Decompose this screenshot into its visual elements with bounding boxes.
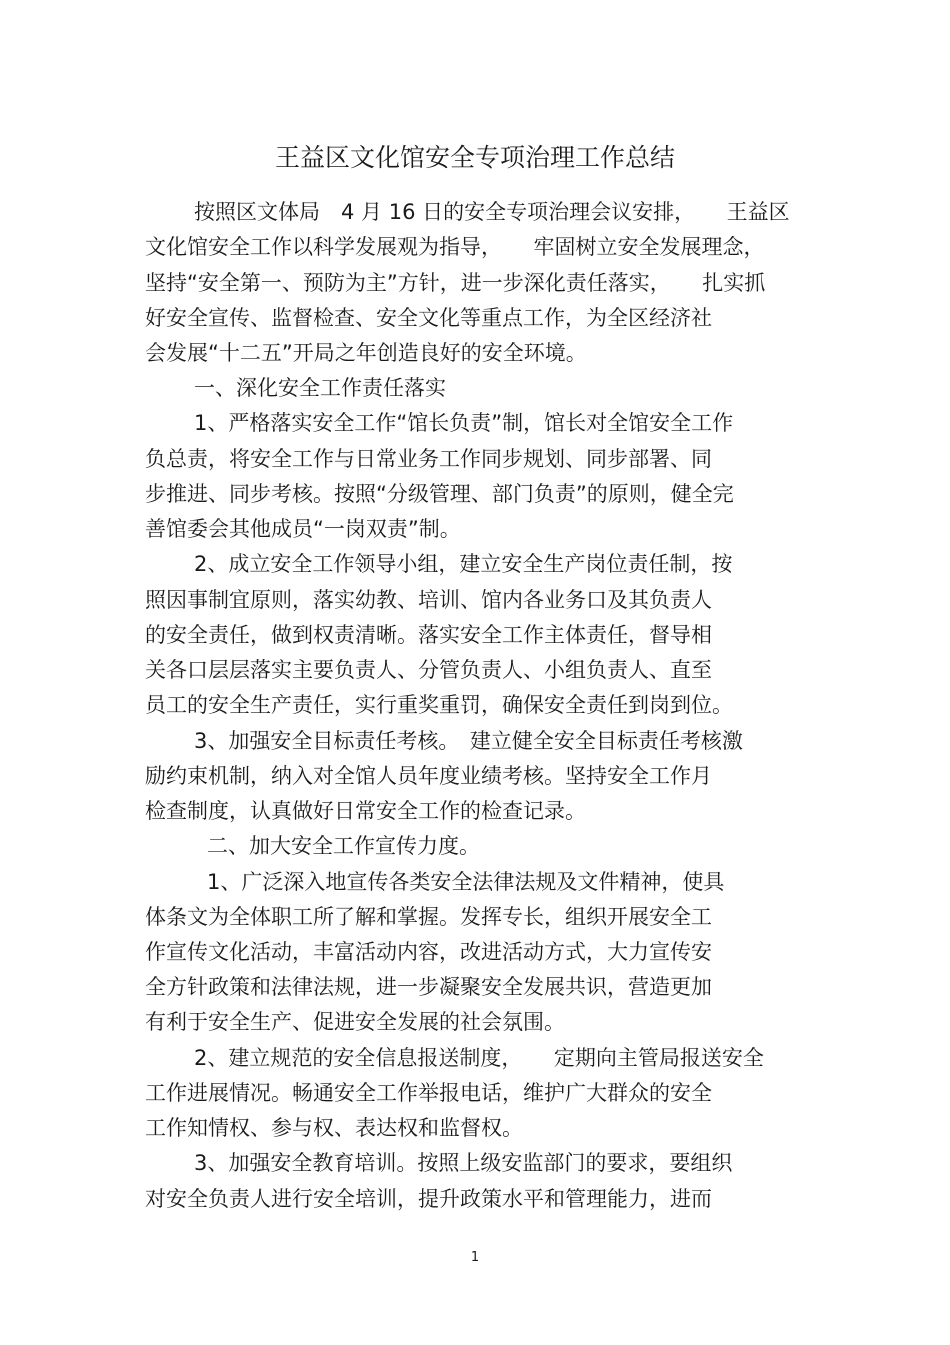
text-line: 有利于安全生产、促进安全发展的社会氛围。 — [145, 1010, 565, 1034]
text-line: 工作知情权、参与权、表达权和监督权。 — [145, 1116, 523, 1140]
text-line: 员工的安全生产责任，实行重奖重罚，确保安全责任到岗到位。 — [145, 693, 733, 717]
text-line: 的安全责任，做到权责清晰。落实安全工作主体责任，督导相 — [145, 623, 712, 647]
section-heading: 二、加大安全工作宣传力度。 — [207, 834, 480, 858]
text-line: 3、加强安全教育培训。按照上级安监部门的要求，要组织 — [194, 1151, 733, 1175]
text-line: 善馆委会其他成员“一岗双责”制。 — [145, 517, 461, 541]
text-line: 1、严格落实安全工作“馆长负责”制，馆长对全馆安全工作 — [194, 411, 734, 435]
text-line: 对安全负责人进行安全培训，提升政策水平和管理能力，进而 — [145, 1187, 712, 1211]
text-line: 励约束机制，纳入对全馆人员年度业绩考核。坚持安全工作月 — [145, 764, 712, 788]
text-line: 全方针政策和法律法规，进一步凝聚安全发展共识，营造更加 — [145, 975, 712, 999]
text-line: 3、加强安全目标责任考核。 建立健全安全目标责任考核激 — [194, 729, 743, 753]
text-line: 步推进、同步考核。按照“分级管理、部门负责”的原则，健全完 — [145, 482, 734, 506]
text-line: 照因事制宜原则，落实幼教、培训、馆内各业务口及其负责人 — [145, 588, 712, 612]
text-line: 负总责，将安全工作与日常业务工作同步规划、同步部署、同 — [145, 447, 712, 471]
text-line: 会发展“十二五”开局之年创造良好的安全环境。 — [145, 341, 587, 365]
text-line: 关各口层层落实主要负责人、分管负责人、小组负责人、直至 — [145, 658, 712, 682]
text-line: 体条文为全体职工所了解和掌握。发挥专长，组织开展安全工 — [145, 905, 712, 929]
text-line: 作宣传文化活动，丰富活动内容，改进活动方式，大力宣传安 — [145, 940, 712, 964]
text-line: 坚持“安全第一、预防为主”方针，进一步深化责任落实， 扎实抓 — [145, 271, 766, 295]
text-line: 2、成立安全工作领导小组，建立安全生产岗位责任制，按 — [194, 552, 733, 576]
document-title: 王益区文化馆安全专项治理工作总结 — [274, 143, 675, 172]
text-line: 好安全宣传、监督检查、安全文化等重点工作，为全区经济社 — [145, 306, 712, 330]
text-line: 工作进展情况。畅通安全工作举报电话，维护广大群众的安全 — [145, 1081, 712, 1105]
text-line: 2、建立规范的安全信息报送制度， 定期向主管局报送安全 — [194, 1046, 764, 1070]
section-heading: 一、深化安全工作责任落实 — [194, 376, 446, 400]
text-line: 按照区文体局 4 月 16 日的安全专项治理会议安排， 王益区 — [194, 200, 790, 224]
text-line: 文化馆安全工作以科学发展观为指导， 牢固树立安全发展理念， — [145, 235, 765, 259]
page-number: 1 — [470, 1250, 480, 1265]
text-line: 检查制度，认真做好日常安全工作的检查记录。 — [145, 799, 586, 823]
text-line: 1、广泛深入地宣传各类安全法律法规及文件精神，使具 — [207, 870, 725, 894]
